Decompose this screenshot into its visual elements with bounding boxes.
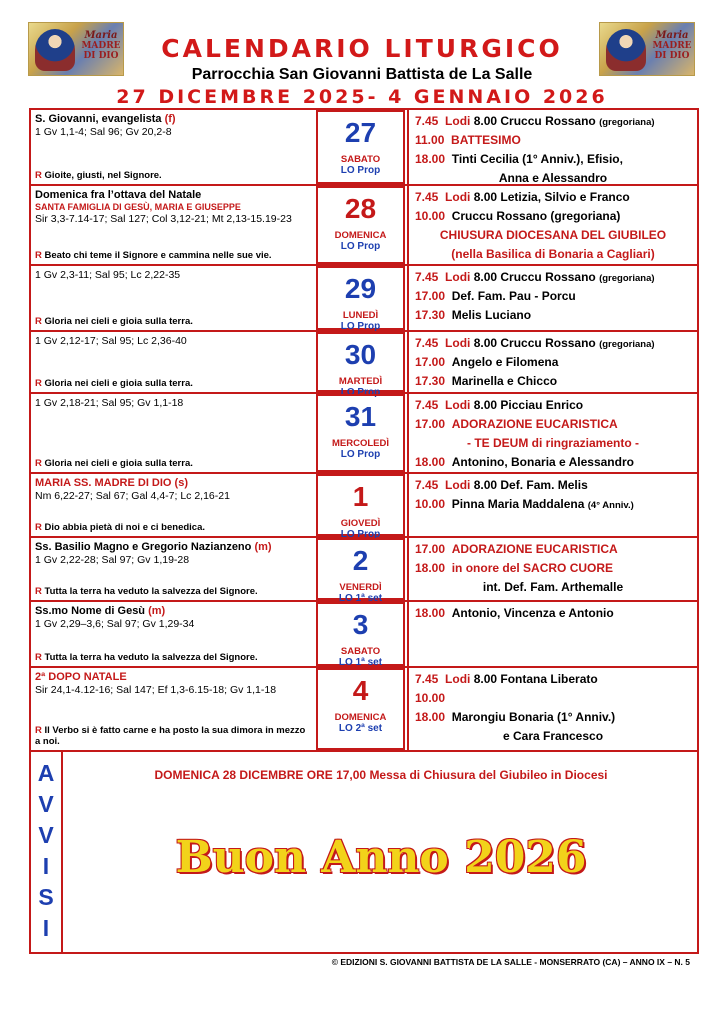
readings: 1 Gv 2,22-28; Sal 97; Gv 1,19-28 <box>35 554 190 566</box>
day-name: SABATO <box>340 646 381 657</box>
day-row <box>31 332 697 398</box>
psalm-response: R Gloria nei cieli e gioia sulla terra. <box>35 316 193 327</box>
avvisi-letter: A <box>37 760 55 786</box>
day-name: LUNEDÌ <box>342 310 379 321</box>
day-row <box>31 602 697 668</box>
readings: Sir 24,1-4.12-16; Sal 147; Ef 1,3-6.15-18; Gv 1,1-18 <box>35 684 277 696</box>
day-number: 31 <box>344 401 377 432</box>
mass-entry: 17.30 Melis Luciano <box>415 308 532 322</box>
mass-entry: 7.45 Lodi 8.00 Picciau Enrico <box>415 398 584 412</box>
page-title: CALENDARIO LITURGICO <box>161 34 563 63</box>
mass-entry: 18.00 Tinti Cecilia (1° Anniv.), Efisio, <box>415 152 623 166</box>
logo-text: Maria MADRE DI DIO <box>81 30 121 61</box>
readings: 1 Gv 2,29–3,6; Sal 97; Gv 1,29-34 <box>35 618 195 630</box>
mass-entry: CHIUSURA DIOCESANA DEL GIUBILEO <box>439 228 667 242</box>
feast-title: S. Giovanni, evangelista (f) <box>35 113 176 125</box>
day-row <box>31 266 697 332</box>
date-cell <box>316 538 405 604</box>
day-row <box>31 186 697 266</box>
avvisi-letter: I <box>42 915 50 941</box>
liturgy-office: LO 1ª set <box>338 593 383 604</box>
mass-entry: e Cara Francesco <box>502 729 604 743</box>
date-cell <box>316 474 405 540</box>
feast-title: MARIA SS. MADRE DI DIO (s) <box>35 477 188 489</box>
liturgy-cell <box>31 186 314 264</box>
feast-title: Domenica fra l’ottava del Natale <box>35 189 202 201</box>
mass-entry: 7.45 Lodi 8.00 Cruccu Rossano (gregoriana) <box>415 270 655 284</box>
masses-cell <box>407 110 697 184</box>
day-row <box>31 474 697 538</box>
day-number: 28 <box>344 193 377 224</box>
mass-entry: 10.00 Pinna Maria Maddalena (4° Anniv.) <box>415 497 634 511</box>
avvisi-letter: V <box>38 822 54 848</box>
masses-cell <box>407 332 697 392</box>
readings: 1 Gv 2,3-11; Sal 95; Lc 2,22-35 <box>35 269 181 281</box>
mass-entry: 7.45 Lodi 8.00 Def. Fam. Melis <box>415 478 588 492</box>
mass-entry: 7.45 Lodi 8.00 Cruccu Rossano (gregoriana) <box>415 114 655 128</box>
mass-entry: (nella Basilica di Bonaria a Cagliari) <box>451 247 655 261</box>
liturgy-office: LO Prop <box>340 449 381 460</box>
mass-entry: 18.00 Marongiu Bonaria (1° Anniv.) <box>415 710 616 724</box>
liturgy-cell <box>31 668 314 750</box>
parish-name: Parrocchia San Giovanni Battista de La Salle <box>191 66 533 83</box>
mass-entry: 11.00 BATTESIMO <box>415 133 521 147</box>
liturgy-cell <box>31 110 314 184</box>
masses-cell <box>407 186 697 264</box>
liturgy-office: LO Prop <box>340 387 381 398</box>
header <box>0 0 724 110</box>
day-row <box>31 110 697 186</box>
liturgy-cell <box>31 332 314 392</box>
day-number: 4 <box>352 675 369 706</box>
psalm-response: R Gioite, giusti, nel Signore. <box>35 170 162 181</box>
liturgy-office: LO Prop <box>340 529 381 540</box>
feast-rank: (m) <box>148 605 166 617</box>
day-name: GIOVEDÌ <box>340 518 381 529</box>
mass-entry: 10.00 Cruccu Rossano (gregoriana) <box>415 209 621 223</box>
avvisi-letter: I <box>42 853 50 879</box>
mass-entry: 7.45 Lodi 8.00 Fontana Liberato <box>415 672 598 686</box>
mass-entry: 17.00 Def. Fam. Pau - Porcu <box>415 289 576 303</box>
mass-entry: 17.30 Marinella e Chicco <box>415 374 558 388</box>
readings: 1 Gv 2,18-21; Sal 95; Gv 1,1-18 <box>35 397 184 409</box>
avvisi-section <box>29 752 699 954</box>
date-cell <box>316 668 405 750</box>
mass-entry: 17.00 ADORAZIONE EUCARISTICA <box>415 417 618 431</box>
masses-cell <box>407 538 697 600</box>
liturgy-cell <box>31 394 314 472</box>
day-name: MARTEDÌ <box>338 376 383 387</box>
madonna-image <box>606 29 646 71</box>
liturgy-office: LO 1ª set <box>338 657 383 668</box>
mass-entry: 17.00 Angelo e Filomena <box>415 355 559 369</box>
masses-cell <box>407 266 697 330</box>
liturgy-cell <box>31 474 314 536</box>
feast-title: Ss.mo Nome di Gesù (m) <box>35 605 166 617</box>
date-range: 27 DICEMBRE 2025- 4 GENNAIO 2026 <box>116 86 608 108</box>
date-cell <box>316 602 405 666</box>
day-number: 1 <box>352 481 369 512</box>
masses-cell <box>407 394 697 472</box>
readings: Sir 3,3-7.14-17; Sal 127; Col 3,12-21; Mt 2,13-15.19-23 <box>35 213 292 225</box>
mass-entry: - TE DEUM di ringraziamento - <box>466 436 639 450</box>
day-name: VENERDÌ <box>339 582 382 593</box>
liturgy-office: LO Prop <box>340 241 381 252</box>
psalm-response: R Il Verbo si è fatto carne e ha posto la sua dimora in mezzo a noi. <box>35 725 306 747</box>
day-number: 30 <box>344 339 377 370</box>
mass-entry: 18.00 in onore del SACRO CUORE <box>415 561 614 575</box>
date-cell <box>316 394 405 472</box>
feast-subtitle: SANTA FAMIGLIA DI GESÙ, MARIA E GIUSEPPE <box>35 202 241 212</box>
day-name: DOMENICA <box>334 230 387 241</box>
mass-entry: 18.00 Antonino, Bonaria e Alessandro <box>415 455 634 469</box>
day-number: 29 <box>344 273 377 304</box>
calendar-grid <box>29 108 699 752</box>
day-number: 27 <box>344 117 377 148</box>
psalm-response: R Tutta la terra ha veduto la salvezza del Signore. <box>35 586 258 597</box>
psalm-response: R Gloria nei cieli e gioia sulla terra. <box>35 458 193 469</box>
day-row <box>31 668 697 750</box>
psalm-response: R Tutta la terra ha veduto la salvezza del Signore. <box>35 652 258 663</box>
masses-cell <box>407 668 697 750</box>
liturgy-cell <box>31 538 314 600</box>
mass-entry: 10.00 <box>415 691 446 705</box>
feast-title: Ss. Basilio Magno e Gregorio Nazianzeno (m) <box>35 541 272 553</box>
feast-title: 2ª DOPO NATALE <box>35 671 127 683</box>
logo-text: Maria MADRE DI DIO <box>652 30 692 61</box>
mass-entry: Anna e Alessandro <box>498 171 608 185</box>
avvisi-notice: DOMENICA 28 DICEMBRE ORE 17,00 Messa di Chiusura del Giubileo in Diocesi <box>154 768 608 782</box>
mass-entry: int. Def. Fam. Arthemalle <box>482 580 624 594</box>
footer-credit: © EDIZIONI S. GIOVANNI BATTISTA DE LA SALLE - MONSERRATO (CA) – ANNO IX – N. 5 <box>331 957 690 967</box>
avvisi-letter: S <box>38 884 54 910</box>
readings: 1 Gv 1,1-4; Sal 96; Gv 20,2-8 <box>35 126 172 138</box>
liturgy-cell <box>31 266 314 330</box>
mass-entry: 17.00 ADORAZIONE EUCARISTICA <box>415 542 618 556</box>
avvisi-label-column <box>31 752 63 952</box>
date-cell <box>316 186 405 264</box>
liturgy-office: LO Prop <box>340 321 381 332</box>
readings: 1 Gv 2,12-17; Sal 95; Lc 2,36-40 <box>35 335 187 347</box>
psalm-response: R Beato chi teme il Signore e cammina nelle sue vie. <box>35 250 272 261</box>
greeting-banner: Buon Anno 2026 <box>175 832 587 883</box>
masses-cell <box>407 474 697 536</box>
date-cell <box>316 110 405 184</box>
liturgy-office: LO Prop <box>340 165 381 176</box>
avvisi-letter: V <box>38 791 54 817</box>
mass-entry: 7.45 Lodi 8.00 Letizia, Silvio e Franco <box>415 190 630 204</box>
mass-entry: 7.45 Lodi 8.00 Cruccu Rossano (gregoriana) <box>415 336 655 350</box>
day-name: DOMENICA <box>334 712 387 723</box>
readings: Nm 6,22-27; Sal 67; Gal 4,4-7; Lc 2,16-21 <box>35 490 230 502</box>
feast-rank: (f) <box>164 113 176 125</box>
day-name: SABATO <box>340 154 381 165</box>
mass-entry: 18.00 Antonio, Vincenza e Antonio <box>415 606 614 620</box>
date-cell <box>316 332 405 398</box>
day-number: 2 <box>352 545 369 576</box>
day-name: MERCOLEDÌ <box>332 438 389 449</box>
day-row <box>31 538 697 602</box>
date-cell <box>316 266 405 330</box>
masses-cell <box>407 602 697 666</box>
day-row <box>31 394 697 474</box>
liturgy-office: LO 2ª set <box>338 723 383 734</box>
day-number: 3 <box>352 609 369 640</box>
liturgy-cell <box>31 602 314 666</box>
feast-rank: (m) <box>254 541 272 553</box>
psalm-response: R Gloria nei cieli e gioia sulla terra. <box>35 378 193 389</box>
psalm-response: R Dio abbia pietà di noi e ci benedica. <box>35 522 205 533</box>
